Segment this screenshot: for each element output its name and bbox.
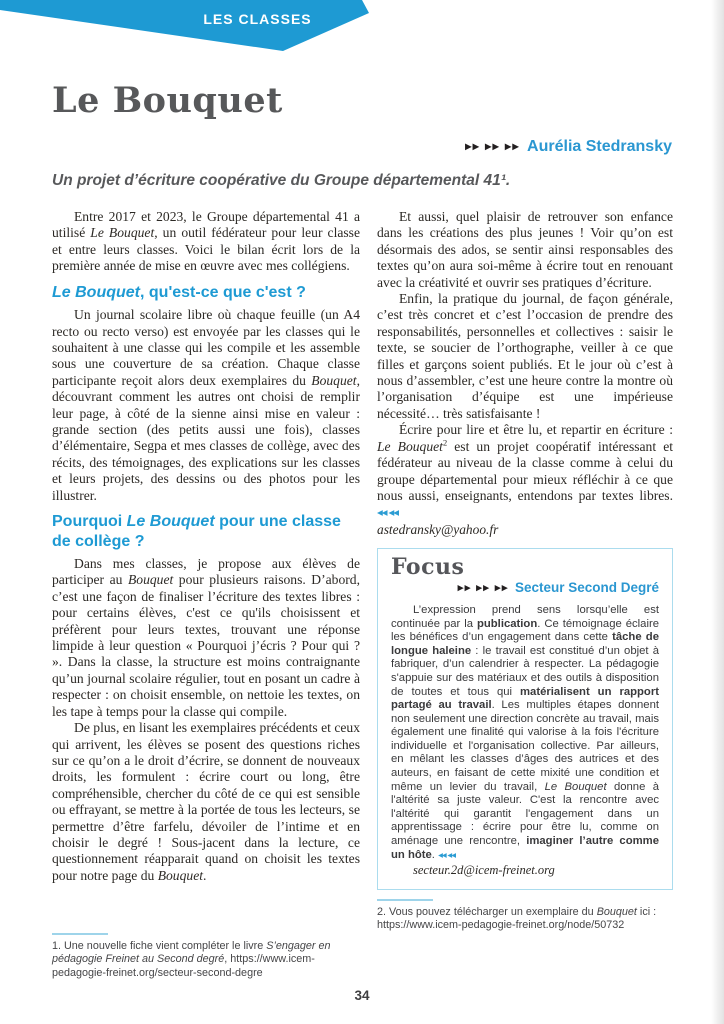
text-segment: Bouquet (311, 372, 357, 388)
article-title: Le Bouquet (52, 80, 283, 121)
text-segment: 2 (442, 437, 448, 448)
focus-kicker (391, 580, 659, 597)
text-segment: Et aussi, quel plaisir de retrouver son enfance dans les créations des plus jeunes ! Voir qu’on est désormais des ados, se sentir ainsi responsables des textes qu’on aura soi-même à écrire tout en renouant avec la créativité et ouvrir ses pratiques d’écriture. (377, 209, 673, 290)
text-segment: 2. Vous pouvez télécharger un exemplaire du (377, 905, 597, 918)
page-edge-shade (711, 0, 724, 1024)
text-segment: publication (476, 617, 538, 630)
text-segment: matérialisent un rapport partagé au travail (391, 685, 659, 712)
text-segment: , un outil fédérateur pour leur classe et entre leurs classes. Voici le bilan écrit lors de la première année de mise en œuvre avec mes collégiens. (52, 225, 360, 274)
focus-kicker-label: Secteur Second Degré (514, 579, 659, 595)
section-heading (52, 283, 360, 303)
text-segment: . Les multiples étapes donnent non seulement une direction concrète au travail, mais également une finalité qui valorise à la fois l'écriture individuelle et l'organisation collective. Par ailleurs, en mêlant les classes d’âges des autrices et des auteurs, en faisant de cette mixité une condition et même un levier du travail, (391, 699, 659, 793)
text-segment: L’expression prend sens lorsqu’elle est continuée par la (391, 603, 659, 630)
text-segment: Enfin, la pratique du journal, de façon générale, c’est très concret et c’est l’occasion de prendre des responsabilités, personnelles et collectives : saisir le texte, se soucier de l’orthographe, veiller à ce que filles et garçons soient publiés. Et le jour où c’est à nous d’assembler, c’est une heure contre la montre où l’organisation d’équipe est une impérieuse nécessité… très satisfaisante ! (377, 291, 673, 421)
paragraph (52, 556, 360, 720)
text-segment: , qu'est-ce que c'est ? (140, 283, 306, 301)
paragraph (377, 422, 673, 521)
text-segment: : le travail est constitué d’un objet à fabriquer, d’un calendrier à respecter. La pédagogie s'appuie sur des matériaux et des outils à disposition de toutes et tous qui (391, 644, 659, 698)
footnote-2-text (377, 906, 673, 933)
text-segment: Écrire pour lire et être lu, et repartir en écriture : (399, 422, 673, 438)
author-name: Aurélia Stedransky (527, 138, 672, 155)
text-segment: Le Bouquet (544, 780, 607, 793)
text-segment: Le Bouquet (52, 283, 140, 301)
text-segment: . (203, 867, 207, 883)
text-segment: tâche de longue haleine (391, 631, 659, 657)
focus-box (377, 548, 673, 890)
focus-title: Focus (391, 554, 465, 581)
category-ribbon (0, 0, 380, 56)
paragraph (377, 291, 673, 422)
right-column-text (377, 209, 673, 538)
right-column (377, 209, 673, 932)
end-mark-icon: ◂◂ ◂◂ (438, 849, 456, 861)
text-segment: Le Bouquet (126, 513, 215, 531)
text-segment: Dans mes classes, je propose aux élèves de participer au (52, 556, 360, 588)
paragraph (52, 209, 360, 275)
text-segment: Entre 2017 et 2023, le Groupe départemental 41 a utilisé (52, 209, 360, 241)
page-number: 34 (354, 988, 370, 1003)
focus-email: secteur.2d@icem-freinet.org (413, 863, 555, 878)
section-heading (52, 512, 360, 551)
text-segment: astedransky@yahoo.fr (377, 521, 499, 537)
focus-body-text (391, 604, 659, 862)
text-segment: Bouquet (127, 572, 174, 588)
text-segment: Pourquoi (52, 513, 127, 531)
text-segment: imaginer l’autre comme un hôte (391, 835, 659, 861)
text-segment: Bouquet (596, 905, 637, 918)
text-segment: est un projet coopératif intéressant et fédérateur au niveau de la classe comme à celui du groupe départemental pour mieux réfléchir à ce que nous aussi, enseignants, entendons par textes libres. (377, 438, 673, 503)
text-segment: pour plusieurs raisons. D’abord, c’est une façon de finaliser l’écriture des textes libres : pour certains élèves, c'est ce qu'ils choisissent et préfèrent pour leurs textes, trouvant une réponse limpide à leur question « Pourquoi j’écris ? Pour qui ? ». Dans la classe, la structure est moins contraignante qu’un journal scolaire régulier, tout en posant un cadre à respecter : on choisit ensemble, on nettoie les textes, on les tape à temps pour la classe qui compile. (52, 572, 360, 719)
paragraph (52, 720, 360, 884)
email-line (377, 522, 673, 538)
category-banner-label: LES CLASSES (203, 11, 312, 27)
text-segment: Le Bouquet (90, 225, 155, 241)
text-segment: . (431, 848, 439, 861)
footnote-1-text (52, 940, 352, 980)
text-segment: 1. Une nouvelle fiche vient compléter le livre (52, 940, 267, 952)
text-segment: De plus, en lisant les exemplaires précédents et ceux qui arrivent, les élèves se posent des questions riches sur ce qu’on a le droit d’écrire, se donnent de nouveaux droits, les formulent : écrire court ou long, être compréhensible, chercher du côté de ce qui est sensible ou effrayant, se mettre à la portée de tous les lecteurs, se permettre d’être farfelu, dévoiler de l’intime et en choisir le degré ! Sous-jacent dans la lecture, ce questionnement réapparait quand on choisit les textes pour notre page du (52, 720, 360, 883)
footnote-separator (52, 933, 108, 935)
paragraph (52, 307, 360, 504)
text-segment: , https://www.icem-pedagogie-freinet.org/secteur-second-degre (52, 953, 315, 979)
text-segment: . Ce témoignage éclaire les bénéfices d’un engagement dans cette (391, 617, 659, 644)
text-segment: donne à l'altérité sa juste valeur. C'est la rencontre avec l'altérité qui garantit l'engagement dans un apprentissage : écrire pour être lu, comme on aménage une rencontre, (391, 780, 660, 848)
text-segment: Le Bouquet (377, 438, 443, 454)
end-mark-icon: ◂◂ ◂◂ (377, 506, 399, 520)
footnote-separator (377, 899, 433, 901)
text-segment: ici : https://www.icem-pedagogie-freinet.org/node/50732 (377, 905, 657, 932)
author-byline (465, 138, 672, 156)
text-segment: Un journal scolaire libre où chaque feuille (un A4 recto ou recto verso) est envoyée par les classes qui le souhaitent à une classe qui les compile et les assemble sous une couverture de sa création. Chaque classe participante reçoit alors deux exemplaires du (52, 307, 360, 388)
focus-kicker-arrows-icon: ▸▸ ▸▸ ▸▸ (457, 581, 509, 594)
text-segment: S’engager en pédagogie Freinet au Second degré (52, 940, 331, 966)
footnote-1 (52, 933, 352, 980)
paragraph (377, 209, 673, 291)
footnote-2 (377, 899, 673, 933)
text-segment: Bouquet (157, 867, 204, 883)
article-subtitle: Un projet d’écriture coopérative du Groupe départemental 41¹. (52, 172, 511, 189)
left-column (52, 209, 360, 884)
byline-arrows-icon: ▸▸ ▸▸ ▸▸ (465, 139, 521, 153)
text-segment: , découvrant comment les autres ont choisi de remplir leur page, à côté de la sienne ainsi mise en valeur : grande section (des petits aussi une fois), classes d’élémentaire, Segpa et mes classes de collège, avec des récits, des témoignages, des explications sur les classes et leurs projets, des dessins ou des photos pour les illustrer. (52, 372, 360, 503)
text-segment: pour une classe de collège ? (52, 513, 341, 550)
